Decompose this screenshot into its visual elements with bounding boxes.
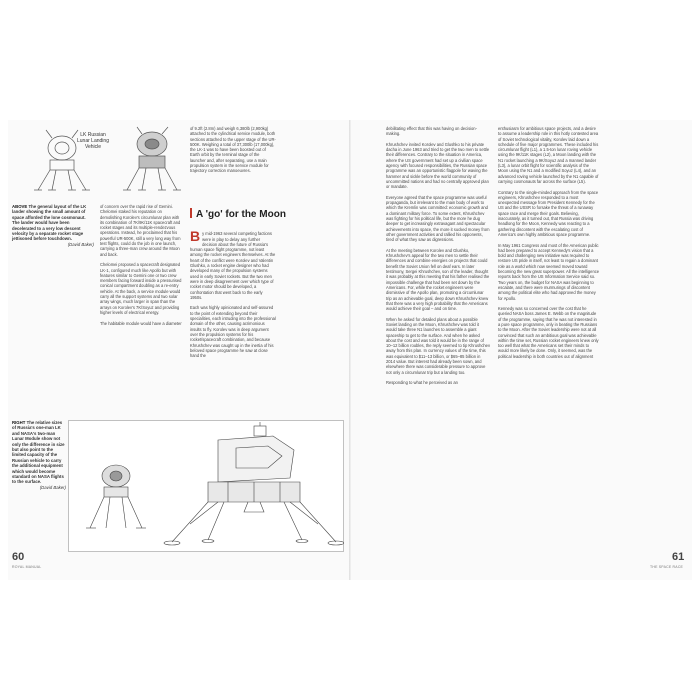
above-caption (12, 204, 94, 247)
heading-accent-bar (190, 208, 192, 218)
drop-cap: B (190, 228, 201, 245)
page-number-right: 61 (672, 551, 685, 563)
section-heading (190, 208, 340, 220)
column-2-body: y mid-1963 several competing factions were in play to delay any further decision about the future of Russia's human space flight programme, not least among the rocket engineers themselves. At the heart of the conflict were Korolev and Valentin Glushko, a rocket engine designer who had developed many of the propulsion systems used in early Soviet rockets. But the two men were in deep disagreement over which type of rocket motor should be developed, a confrontation that went back to the early 1950s. Each was highly opinionated and self-assured to the point of extending beyond their specialities, each intruding into the professional domain of the other, causing acrimonious insults to fly. Korolev was in deep argument over the propulsion systems for his rocket/spacecraft combination, and because Khrushchev was caught up in the inertia of his beloved space programme he saw at close hand the (190, 231, 276, 359)
lk-figure-title-line: Vehicle (84, 144, 102, 150)
page-number-left: 60 (12, 551, 25, 563)
lk-figure-title-line: LK Russian (80, 132, 106, 138)
column-4-text: enthusiasm for ambitious space projects, and a desire to assume a leadership role in this hotly contested area of Soviet technological vitality, Korolev laid down a schedule of five major programmes. These included his circumlunar flight (L1), a 1.5-ton lunar roving vehicle using the 9K/11K stages (L2), a Moon landing with the N1 rocket launching a 9K/Soyuz and a manned lander (L3), a lunar orbit flight for scientific analysis of the Moon using the N1 and a modified Soyuz (L4), and an advanced roving vehicle launched by the N1 capable of carrying cosmonauts far across the surface (L5). Contrary to the single-minded approach from the space engineers, Khrushchev responded to a most unexpected message from President Kennedy for the US and the USSR to forsake the threat of a runaway space race and merge their goals. Believing, inaccurately, as it turned out, that Russia was driving headlong for the Moon, Kennedy was reacting to a gathering discontent with the escalating cost of America's own highly ambitious space programme. In May 1961 Congress and most of the American public had been prepared to accept Kennedy's vision that a bold and challenging new initiative was required to restore US pride in itself, not least to regain a dominant role as a world which now seemed moved toward becoming the new great superpower. All the intelligence reports back from the US Information Service said so. Two years on, the budget for NASA was beginning to escalate, and there were murmurings of discontent among the political elite who had approved the money for Apollo. Kennedy was so concerned over the cost that he queried NASA boss James E. Webb on the magnitude of the programme, saying that he was not interested in a pure space programme, only in beating the Russians to the Moon. After the Soviet leadership were not at all convinced that such an ambitious goal was achievable within the time set, Russian rocket engineers knew only too well that what the Americans set their minds to would more likely be done. Only, it seemed, was the political leadership in both countries out of alignment (498, 126, 600, 359)
lk-vs-lm-illustration (68, 420, 344, 552)
right-caption-text: The relative sizes of Russia's one-man LK and NASA's two-man Lunar Module show not only the difference in size but also point to the limited capacity of the Russian vehicle to carry the additional equipment which would become standard on NASA flights to the surface. (12, 420, 65, 485)
column-3-text: debilitating effect that this was having on decision-making. Khrushchev invited Korolev and Glushko to his private dacha in June 1963 and tried to get the two men to settle their differences. Contrary to the situation in America, where the US government had set up a civilian space agency with focused responsibilities, the Russian space programme was an opportunistic flagpole for waving the hammer and sickle before the world community of uncommitted nations and had no centrally approved plan or mandate. Everyone agreed that the space programme was useful propaganda, but irrelevant to the main body of work to which the Kremlin was committed: economic growth and a dominant military force. To some extent, Khrushchev was fighting for his political life, but the more he dug deeper to get increasingly extravagant and spectacular achievements into space, the more it sucked money from other government activities and rallied his opponents, tired of what they saw as digressions. At the meeting between Korolev and Glushko, Khrushchev's appeal for the two men to settle their differences and combine energies on projects that could benefit the Soviet Union fell on deaf ears. In later testimony, Sergei Khrushchev, son of the leader, thought it was probably at this meeting that his father realised the impossible challenge that had been set down by the Americans. For, while the rocket engineers were dismissive of the Apollo plan, promoting a circumlunar trip as an achievable goal, deep down Khrushchev knew that there was a very high probability that the Americans would achieve their goal – and on time. When he asked for detailed plans about a possible Soviet landing on the Moon, Khrushchev was told it would take three N1 launches to assemble a giant spaceship to get to the surface. And when he asked about the cost and was told it would be in the range of 10–12 billion roubles, the reply seemed to tip Khrushchev away from this plan. In currency values of the time, this was equivalent to $11–13 billion, or $65–85 billion in 2014 value. But interest had already been sown, and elsewhere there was considerable pressure to approve not only a circumlunar trip but a landing too. Responding to what he perceived as an (386, 126, 490, 386)
book-gutter (349, 120, 351, 580)
above-caption-text: The general layout of the LK lander showing the small amount of space afforded the lone cosmonaut. The lander would have been decelerated to a very low descent velocity by a separate rocket stage jettisoned before touchdown. (12, 204, 87, 242)
above-caption-credit: (David Baker) (67, 241, 94, 247)
above-caption-label: ABOVE (12, 204, 28, 209)
column-2-top-text: of 9.2ft (2.8m) and weigh 6,380lb (2,900kg) attached to the cylindrical service module, both sections attached to the upper stage of the UR-500K. Weighing a total of 37,300lb (17,000kg), the LK-1 was to have been boosted out of Earth orbit by the terminal stage of the launcher and, after separating, use a main propulsion system in the service module for trajectory correction manoeuvres. (190, 126, 276, 174)
lk-figure-title-line: Lunar Landing (77, 138, 109, 144)
right-caption-credit: (David Baker) (39, 484, 66, 490)
column-2-body-text (190, 226, 276, 416)
right-caption (12, 420, 66, 490)
section-heading-text: A 'go' for the Moon (196, 209, 286, 220)
column-1-text: of concern over the rapid rise of Gemini. Chelomei staked his reputation on demolishing Korolev's circumlunar plan with its combination of 7K/9K/11K spacecraft and rocket stages and its multiple-rendezvous operations. Instead, he proclaimed that his powerful UR-500K, still a very long way from test flights, could do the job in one launch, carrying a three-man crew around the Moon and back. Chelomei proposed a spacecraft designated LK-1, configured much like Apollo but with features similar to Gemini one or two crew members facing forward inside a pressurised conical compartment doubling as a re-entry vehicle. At the back, a service module would carry all the support systems and two solar array wings, much larger in span than the arrays on Korolev's 7K/Soyuz and providing higher levels of electrical energy. The habitable module would have a diameter (100, 204, 182, 326)
running-footer-right: THE SPACE RACE (650, 565, 684, 569)
lk-figure-title (68, 132, 118, 150)
right-caption-label: RIGHT (12, 420, 26, 425)
running-footer-left: ROYAL MANUAL (12, 565, 42, 569)
